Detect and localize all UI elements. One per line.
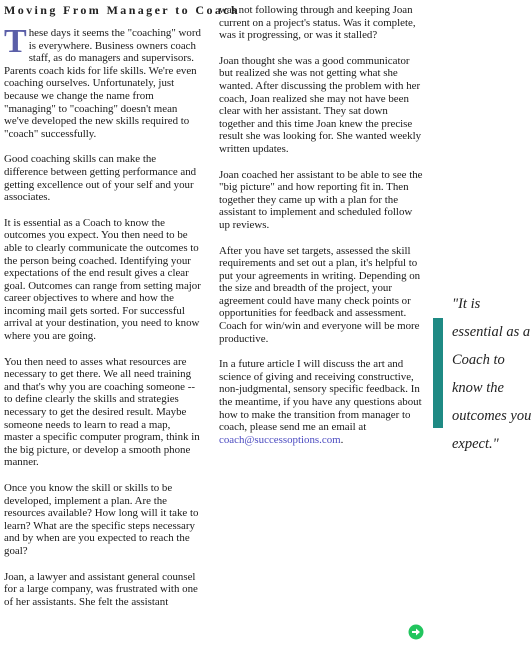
paragraph: Joan coached her assistant to be able to see the "big picture" and how reporting fit in. Then together they came up with a plan for the assistant to implement and scheduled follow up reviews. [219, 168, 423, 231]
pull-quote: "It is essential as a Coach to know the outcomes you expect." [452, 296, 532, 452]
paragraph: You then need to asses what resources are necessary to get there. We all need training and that's why you are coaching someone -- to define clearly the skills and strategies necessary to get the desired result. Maybe someone needs to learn to read a map, master a specific computer program, think in the big picture, or develop a smooth phone manner. [4, 355, 200, 469]
paragraph: After you have set targets, assessed the skill requirements and set out a plan, it's helpful to put your agreements in writing. Depending on the size and breadth of the project, your agreement could have many check points or opportunities for feedback and assessment. Coach for win/win and everyone will be more productive. [219, 244, 421, 345]
paragraph: Joan, a lawyer and assistant general counsel for a large company, was frustrated with one of her assistants. She felt the assistant [4, 570, 198, 608]
paragraph: These days it seems the "coaching" word is everywhere. Business owners coach staff, as do managers and supervisors. Parents coach kids for life skills. We're even coaching ourselves. Unfortunately, just because we change the name from "managing" to "coaching" doesn't mean we've developed the new skills required to "coach" successfully. [4, 23, 201, 140]
article-title: Moving From Manager to Coach [4, 3, 241, 17]
column-left [4, 23, 201, 621]
paragraph: Once you know the skill or skills to be developed, implement a plan. Are the resources available? How long will it take to learn? What are the specific steps necessary and by when are you expected to reach the goal? [4, 482, 199, 557]
paragraph: Joan thought she was a good communicator but realized she was not getting what she wanted. After discussing the problem with her coach, Joan realized she may not have been clear with her assistant. They sat down together and this time Joan knew the precise result she was looking for. She wanted weekly written updates. [219, 54, 422, 155]
paragraph: was not following through and keeping Joan current on a project's status. Was it complete, was it progressing, or was it stalled? [219, 4, 416, 42]
next-page-arrow-icon[interactable] [408, 624, 424, 640]
paragraph: Good coaching skills can make the difference between getting performance and getting excellence out of your self and your associates. [4, 153, 197, 204]
paragraph: In a future article I will discuss the art and science of giving and receiving constructive, non-judgmental, sensory specific feedback. In the meantime, if you have any questions about how to make the transition from manager to coach, please send me an email at coach@successoptions.com. [219, 358, 422, 446]
paragraph: It is essential as a Coach to know the outcomes you expect. You then need to be able to clearly communicate the outcomes to the person being coached. Identifying your expectations of the end result gives a clear goal. Outcomes can range from setting major career objectives to where and how the incoming mail gets sorted. For successful arrival at your destination, you need to know where you are going. [4, 216, 201, 343]
column-middle [219, 4, 424, 459]
drop-cap: T [4, 23, 27, 60]
email-link[interactable]: coach@successoptions.com [219, 433, 341, 446]
pull-quote-bar [433, 318, 443, 428]
